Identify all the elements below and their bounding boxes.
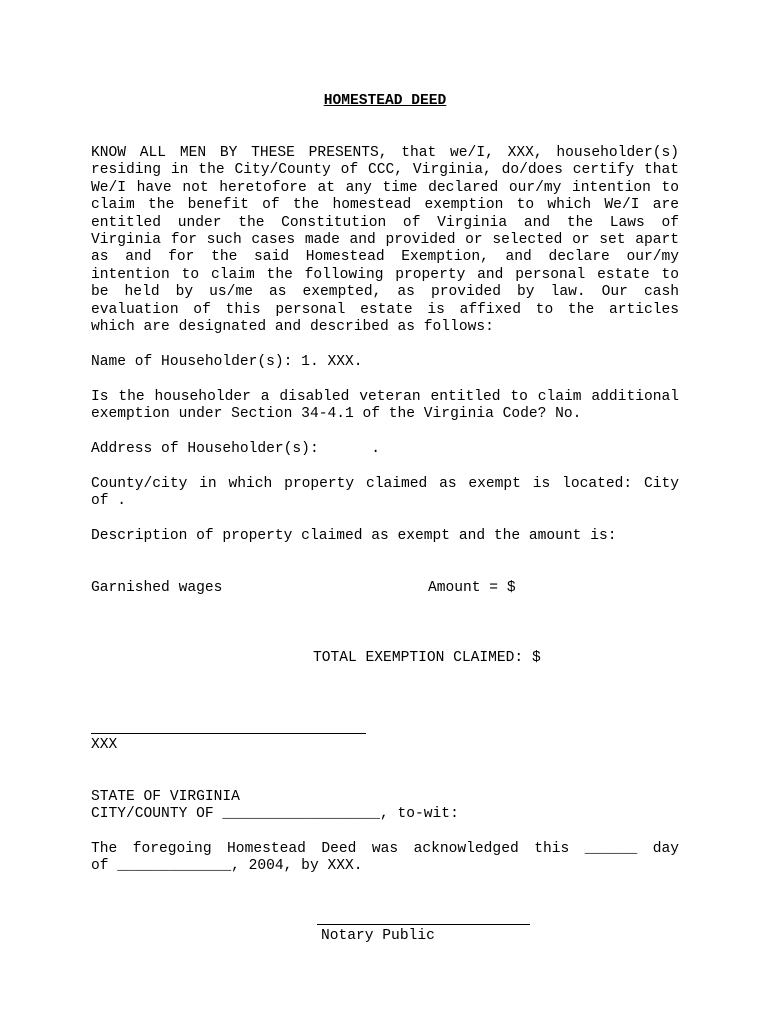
intro-line: claim the benefit of the homestead exemption to which We/I are bbox=[91, 197, 679, 214]
county-paragraph bbox=[91, 476, 679, 511]
intro-line: be held by us/me as exempted, as provided by law. Our cash bbox=[91, 284, 679, 301]
county-line: of . bbox=[91, 493, 127, 510]
intro-line: KNOW ALL MEN BY THESE PRESENTS, that we/I, XXX, householder(s) bbox=[91, 145, 679, 161]
document-title: HOMESTEAD DEED bbox=[323, 93, 447, 109]
signer-name: XXX bbox=[91, 737, 118, 753]
veteran-line: exemption under Section 34-4.1 of the Virginia Code? No. bbox=[91, 406, 582, 423]
city-county-line: CITY/COUNTY OF __________________, to-wit: bbox=[91, 806, 459, 822]
county-line: County/city in which property claimed as exempt is located: City bbox=[91, 476, 679, 492]
intro-line: which are designated and described as follows: bbox=[91, 319, 494, 336]
householder-address: Address of Householder(s): . bbox=[91, 441, 381, 457]
veteran-paragraph bbox=[91, 389, 679, 424]
signature-line bbox=[91, 733, 366, 734]
intro-paragraph bbox=[91, 145, 679, 336]
total-exemption: TOTAL EXEMPTION CLAIMED: $ bbox=[313, 650, 541, 666]
intro-line: as and for the said Homestead Exemption, and declare our/my bbox=[91, 249, 679, 266]
item-name: Garnished wages bbox=[91, 580, 223, 596]
acknowledgment-line: of _____________, 2004, by XXX. bbox=[91, 858, 363, 875]
veteran-line: Is the householder a disabled veteran entitled to claim additional bbox=[91, 389, 679, 405]
property-description: Description of property claimed as exempt and the amount is: bbox=[91, 528, 617, 544]
state-heading: STATE OF VIRGINIA bbox=[91, 789, 240, 805]
notary-label: Notary Public bbox=[321, 928, 435, 944]
acknowledgment-line: The foregoing Homestead Deed was acknowledged this ______ day bbox=[91, 841, 679, 857]
householder-name: Name of Householder(s): 1. XXX. bbox=[91, 354, 363, 370]
item-amount: Amount = $ bbox=[428, 580, 516, 596]
notary-signature-line bbox=[317, 924, 530, 925]
intro-line: evaluation of this personal estate is affixed to the articles bbox=[91, 301, 679, 318]
acknowledgment-paragraph bbox=[91, 841, 679, 876]
intro-line: residing in the City/County of CCC, Virginia, do/does certify that bbox=[91, 162, 679, 179]
intro-line: intention to claim the following property and personal estate to bbox=[91, 266, 679, 283]
intro-line: Virginia for such cases made and provided or selected or set apart bbox=[91, 232, 679, 249]
intro-line: entitled under the Constitution of Virginia and the Laws of bbox=[91, 214, 679, 231]
intro-line: We/I have not heretofore at any time declared our/my intention to bbox=[91, 179, 679, 196]
